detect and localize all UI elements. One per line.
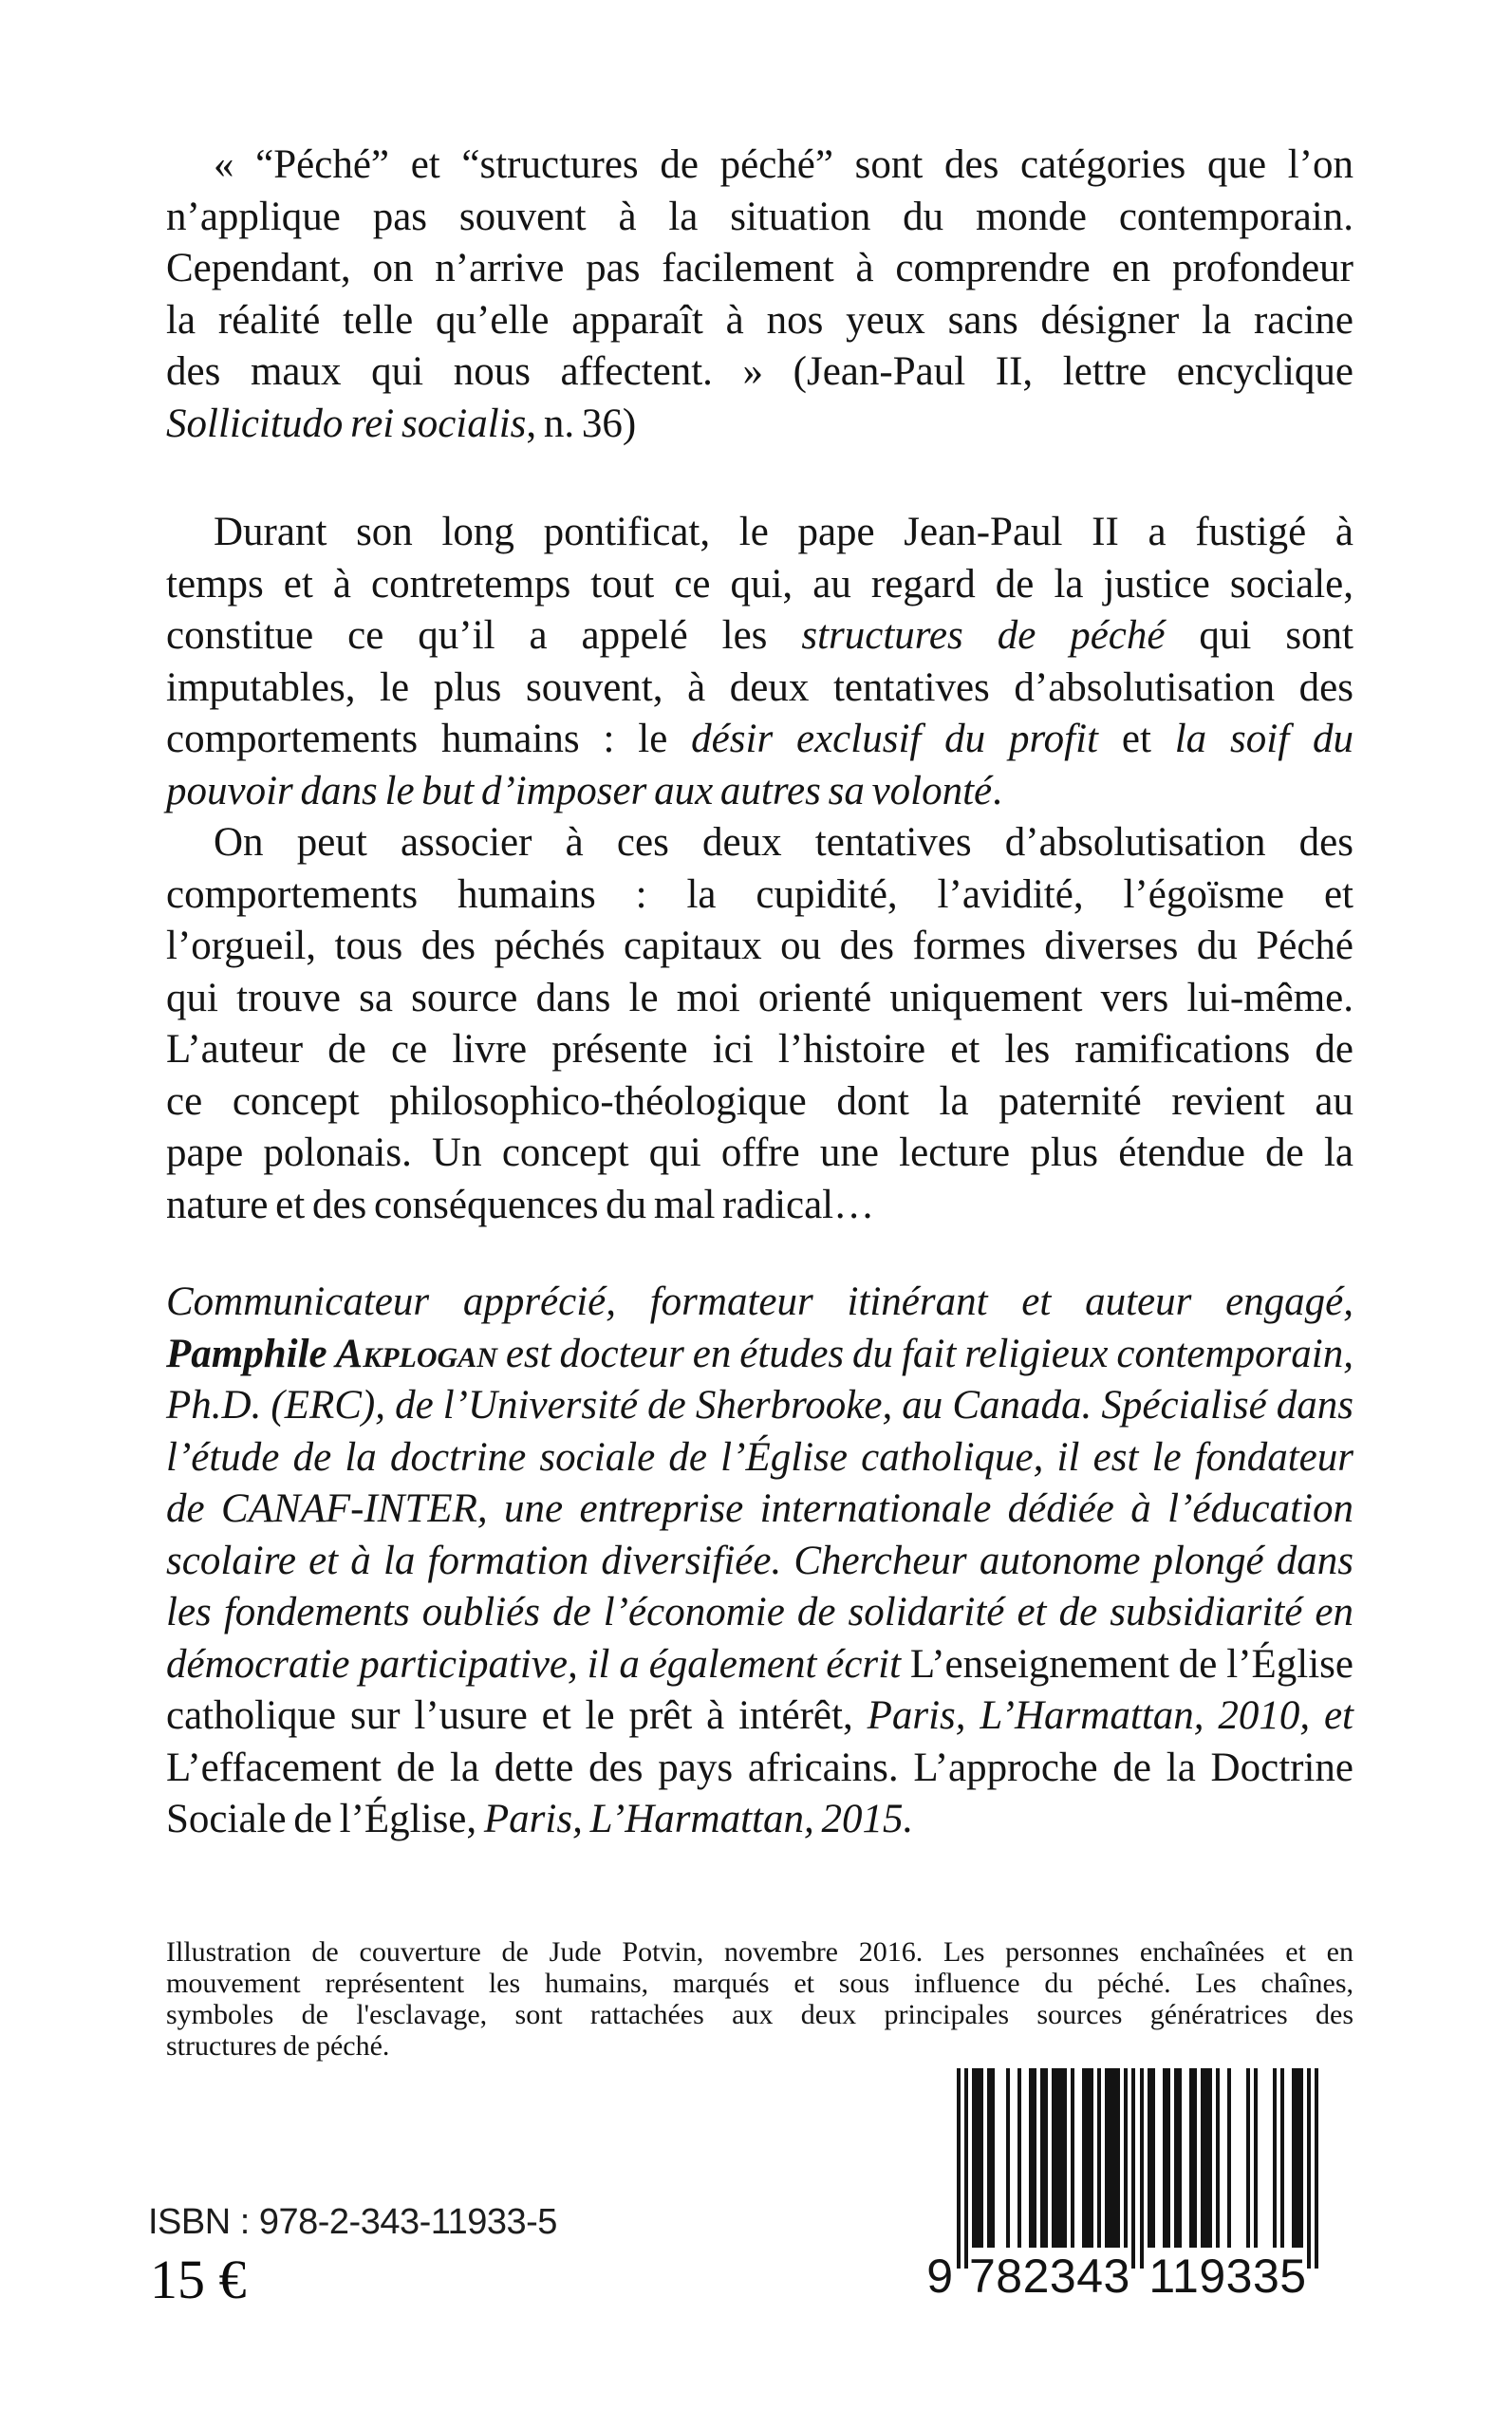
text-line: L’effacement de la dette des pays africains. L’approche de la Doctrine — [166, 1745, 1353, 1790]
cover-illustration-credit — [166, 1936, 1353, 2062]
text-line: Ph.D. (ERC), de l’Université de Sherbrooke, au Canada. Spécialisé dans — [166, 1383, 1353, 1428]
barcode-bar — [1163, 2068, 1170, 2248]
text-line: des maux qui nous affectent. » (Jean-Paul II, lettre encyclique — [166, 349, 1353, 394]
barcode-bar — [987, 2068, 995, 2248]
text-line: la réalité telle qu’elle apparaît à nos yeux sans désigner la racine — [166, 297, 1353, 343]
barcode-bar — [1227, 2068, 1231, 2248]
barcode-bar — [1315, 2068, 1318, 2269]
barcode-bar — [1148, 2068, 1155, 2248]
barcode-bar — [1174, 2068, 1182, 2248]
text-line: de CANAF-INTER, une entreprise internationale dédiée à l’éducation — [166, 1486, 1353, 1531]
text-line: ce concept philosophico-théologique dont la paternité revient au — [166, 1078, 1353, 1124]
barcode-bar — [1292, 2068, 1303, 2248]
price-label: 15 € — [150, 2249, 247, 2310]
barcode-bar — [972, 2068, 983, 2248]
text-line: imputables, le plus souvent, à deux tentatives d’absolutisation des — [166, 664, 1353, 710]
text-line: Durant son long pontificat, le pape Jean-Paul II a fustigé à — [214, 510, 1353, 554]
barcode-bar — [1201, 2068, 1212, 2248]
barcode — [926, 2068, 1318, 2303]
text-line: démocratie participative, il a également écrit L’enseignement de l’Église — [166, 1641, 1353, 1687]
text-line: temps et à contretemps tout ce qui, au regard de la justice sociale, — [166, 561, 1353, 607]
barcode-bar — [1006, 2068, 1010, 2248]
barcode-bar — [1246, 2068, 1250, 2248]
barcode-bar — [1052, 2068, 1067, 2248]
text-line: structures de péché. — [166, 2030, 390, 2062]
barcode-bar — [1140, 2068, 1144, 2269]
barcode-digits-left: 782343 — [969, 2250, 1130, 2303]
text-line: Sollicitudo rei socialis, n. 36) — [166, 401, 637, 446]
isbn-label: ISBN : 978-2-343-11933-5 — [148, 2202, 557, 2242]
text-line: l’étude de la doctrine sociale de l’Église catholique, il est le fondateur — [166, 1434, 1353, 1480]
text-line: qui trouve sa source dans le moi orienté uniquement vers lui-même. — [166, 975, 1353, 1020]
barcode-bar — [1280, 2068, 1284, 2248]
text-line: nature et des conséquences du mal radical… — [166, 1182, 875, 1227]
description-paragraphs — [166, 507, 1353, 1231]
barcode-bar — [1216, 2068, 1220, 2248]
text-line: symboles de l'esclavage, sont rattachées aux deux principales sources génératrices des — [166, 1999, 1353, 2030]
quote-paragraph — [166, 140, 1353, 450]
text-line: On peut associer à ces deux tentatives d’absolutisation des — [214, 820, 1353, 865]
barcode-bar — [964, 2068, 968, 2269]
text-line: les fondements oubliés de l’économie de solidarité et de subsidiarité en — [166, 1590, 1353, 1634]
barcode-bar — [1017, 2068, 1021, 2248]
barcode-bar — [1307, 2068, 1311, 2269]
barcode-digit-first: 9 — [926, 2250, 953, 2303]
text-line: constitue ce qu’il a appelé les structures de péché qui sont — [166, 613, 1353, 658]
text-line: L’auteur de ce livre présente ici l’histoire et les ramifications de — [166, 1027, 1353, 1072]
barcode-bar — [1105, 2068, 1120, 2248]
barcode-bar — [1131, 2068, 1135, 2269]
text-line: pape polonais. Un concept qui offre une lecture plus étendue de la — [166, 1130, 1353, 1175]
text-line: n’applique pas souvent à la situation du monde contemporain. — [166, 194, 1353, 239]
barcode-bar — [957, 2068, 961, 2269]
barcode-bar — [1040, 2068, 1048, 2248]
author-bio — [166, 1277, 1353, 1846]
text-line: catholique sur l’usure et le prêt à intérêt, Paris, L’Harmattan, 2010, et — [166, 1693, 1353, 1738]
text-line: Communicateur apprécié, formateur itinérant et auteur engagé, — [166, 1279, 1353, 1324]
barcode-bar — [1071, 2068, 1074, 2248]
text-line: scolaire et à la formation diversifiée. Chercheur autonome plongé dans — [166, 1538, 1353, 1583]
text-line: Illustration de couverture de Jude Potvin, novembre 2016. Les personnes enchaînées et en — [166, 1936, 1353, 1968]
text-line: comportements humains : la cupidité, l’avidité, l’égoïsme et — [166, 871, 1353, 917]
barcode-bar — [1254, 2068, 1258, 2248]
barcode-bar — [1097, 2068, 1101, 2248]
text-line: Cependant, on n’arrive pas facilement à comprendre en profondeur — [166, 246, 1353, 290]
text-line: comportements humains : le désir exclusif du profit et la soif du — [166, 717, 1353, 761]
barcode-bar — [1124, 2068, 1128, 2248]
barcode-digits-right: 119335 — [1148, 2250, 1307, 2303]
barcode-bar — [1082, 2068, 1093, 2248]
barcode-bar — [1189, 2068, 1197, 2248]
text-line: mouvement représentent les humains, marqués et sous influence du péché. Les chaînes, — [166, 1968, 1353, 1999]
text-line: Sociale de l’Église, Paris, L’Harmattan, 2015. — [166, 1797, 914, 1841]
text-line: pouvoir dans le but d’imposer aux autres sa volonté. — [166, 768, 1002, 813]
barcode-bar — [1029, 2068, 1036, 2248]
text-line: Pamphile Akplogan est docteur en études du fait religieux contemporain, — [166, 1331, 1353, 1376]
text-line: « “Péché” et “structures de péché” sont des catégories que l’on — [214, 142, 1353, 187]
text-line: l’orgueil, tous des péchés capitaux ou des formes diverses du Péché — [166, 924, 1353, 968]
barcode-bar — [1273, 2068, 1277, 2248]
